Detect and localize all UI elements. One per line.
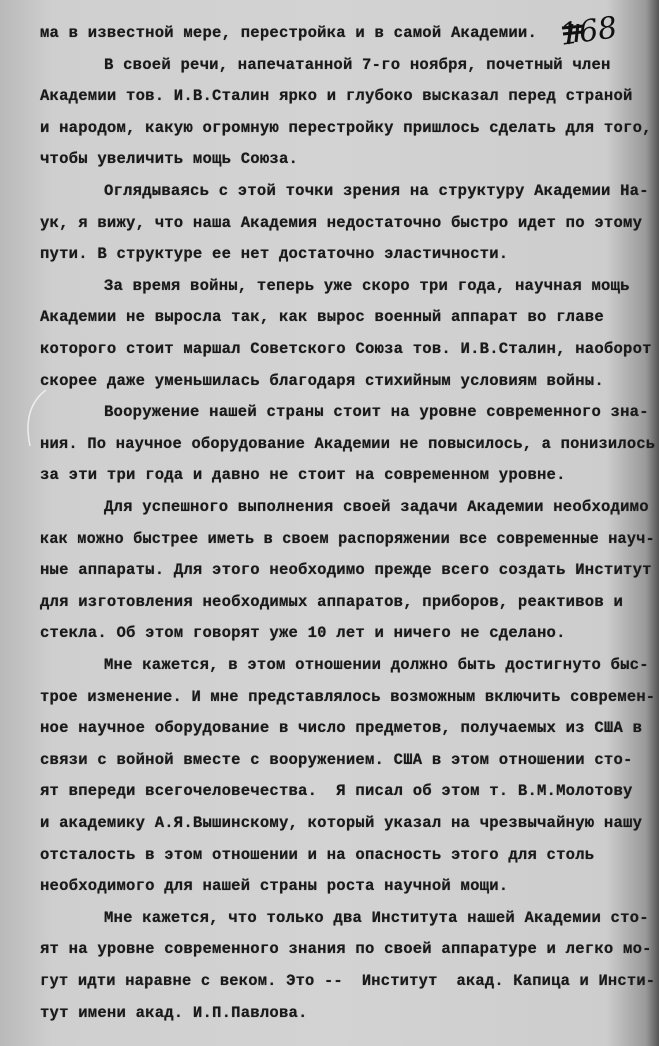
typed-line: ния. По научное оборудование Академии не повысилось, а понизилось	[40, 434, 656, 453]
typed-line: Вооружение нашей страны стоит на уровне современного зна-	[104, 403, 649, 422]
typed-line: гут идти наравне с веком. Это -- Институт акад. Капица и Инсти-	[40, 972, 656, 990]
typed-line: ук, я вижу, что наша Академия недостаточно быстро идет по этому	[40, 213, 643, 232]
typed-line: ные аппараты. Для этого необходимо прежде всего создать Институт	[40, 561, 652, 580]
typed-line: Академии не выросла так, как вырос военный аппарат во главе	[40, 308, 604, 327]
typed-line: ма в известной мере, перестройка и в самой Академии.	[40, 24, 538, 42]
typed-line: связи с войной вместе с вооружением. США в этом отношении сто-	[40, 750, 633, 769]
typed-line: отсталость в этом отношении и на опасность этого для столь	[40, 845, 595, 864]
typed-line: скорее даже уменьшилась благодаря стихийным условиям войны.	[40, 371, 604, 390]
typed-line: которого стоит маршал Советского Союза тов. И.В.Сталин, наоборот	[40, 340, 652, 358]
typed-line: ят впереди всегочеловечества. Я писал об этом т. В.М.Молотову	[40, 782, 633, 801]
typed-line: В своей речи, напечатанной 7-го ноября, почетный член	[104, 55, 611, 74]
typed-line: чтобы увеличить мощь Союза.	[40, 150, 299, 169]
typed-line: Мне кажется, что только два Института нашей Академии сто-	[104, 908, 649, 927]
typed-line: и академику А.Я.Вышинскому, который указал на чрезвычайную нашу	[40, 814, 643, 832]
page-number-handwritten: 168	[557, 10, 620, 53]
typed-line: и народом, какую огромную перестройку пришлось сделать для того,	[40, 118, 652, 137]
typed-line: За время войны, теперь уже скоро три года, научная мощь	[104, 276, 630, 295]
typed-line: Мне кажется, в этом отношении должно быть достигнуто быс-	[104, 656, 649, 674]
typed-line: как можно быстрее иметь в своем распоряжении все современные науч-	[40, 529, 655, 548]
typed-line: стекла. Об этом говорят уже 10 лет и ничего не сделано.	[40, 624, 566, 643]
typed-line: тут имени акад. И.П.Павлова.	[40, 1003, 308, 1022]
typed-line: для изготовления необходимых аппаратов, приборов, реактивов и	[40, 592, 624, 611]
typed-line: ят на уровне современного знания по своей аппаратуре и легко мо-	[40, 940, 652, 959]
typed-line: необходимого для нашей страны роста научной мощи.	[40, 877, 509, 896]
typed-line: трое изменение. И мне представлялось возможным включить современ-	[40, 687, 656, 706]
typed-line: за эти три года и давно не стоит на современном уровне.	[40, 466, 566, 485]
typed-line: ное научное оборудование в число предметов, получаемых из США в	[40, 719, 643, 738]
typed-line: Для успешного выполнения своей задачи Академии необходимо	[104, 498, 649, 516]
typed-line: пути. В структуре ее нет достаточно эластичности.	[40, 245, 509, 264]
typed-line: Оглядываясь с этой точки зрения на структуру Академии На-	[104, 182, 649, 200]
typed-line: Академии тов. И.В.Сталин ярко и глубоко высказал перед страной	[40, 87, 633, 106]
